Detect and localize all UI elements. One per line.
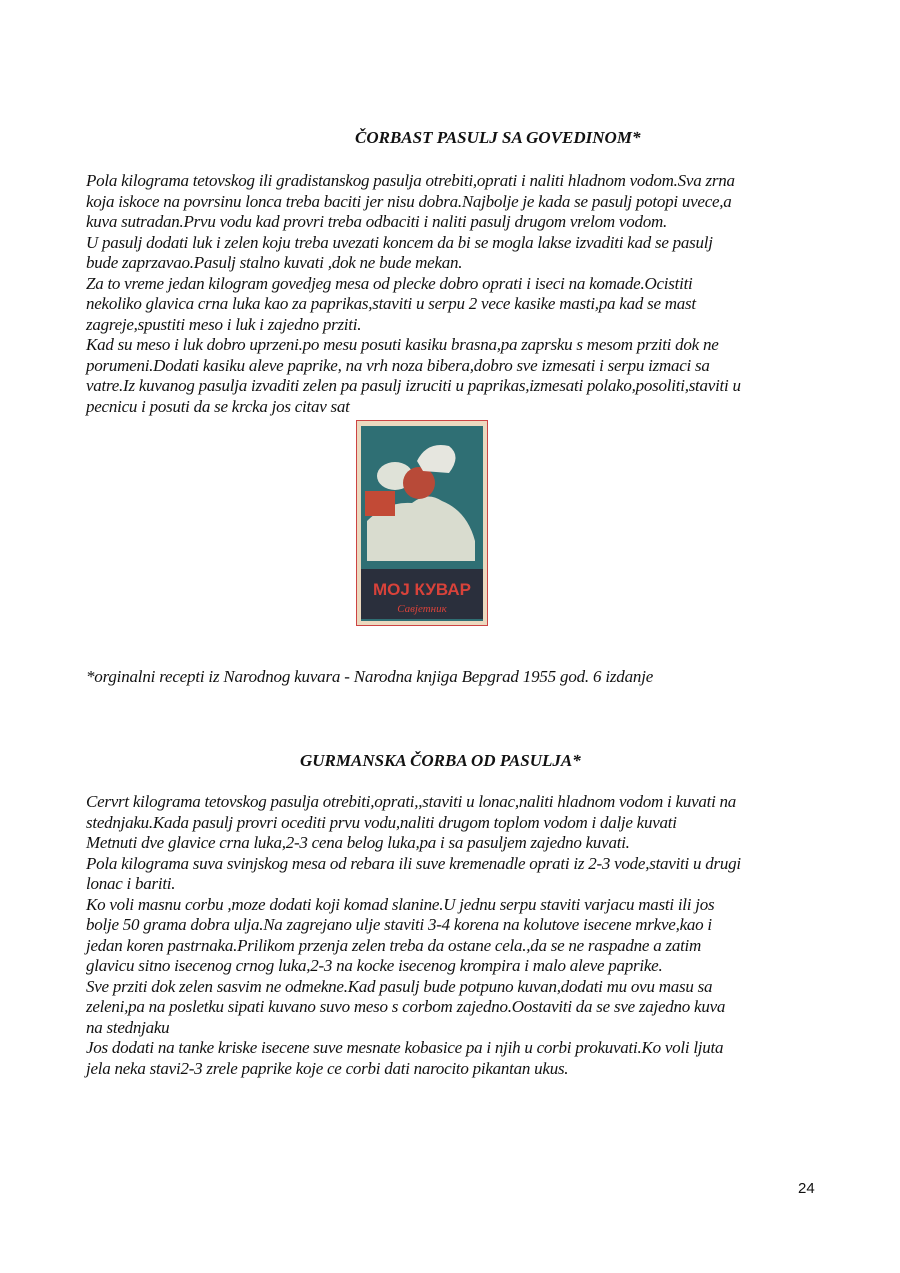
- text-line: vatre.Iz kuvanog pasulja izvaditi zelen pa pasulj izruciti u paprikas,izmesati polako,posoliti,staviti u: [86, 376, 741, 395]
- recipe-1-body: [86, 171, 741, 417]
- text-line: U pasulj dodati luk i zelen koju treba uvezati koncem da bi se mogla lakse izvaditi kad se pasulj: [86, 232, 713, 252]
- text-line: bolje 50 grama dobra ulja.Na zagrejano ulje staviti 3-4 korena na kolutove isecene mrkve,kao i: [86, 915, 712, 934]
- footnote: *orginalni recepti iz Narodnog kuvara - Narodna knjiga Bepgrad 1955 god. 6 izdanje: [86, 667, 654, 686]
- text-line: stednjaku.Kada pasulj provri ocediti prvu vodu,naliti drugom toplom vodom i dalje kuvati: [86, 812, 677, 832]
- text-line: Ko voli masnu corbu ,moze dodati koji komad slanine.U jednu serpu staviti varjacu masti ili jos: [86, 894, 715, 914]
- text-line: nekoliko glavica crna luka kao za paprikas,staviti u serpu 2 vece kasike masti,pa kad se mast: [86, 294, 696, 313]
- text-line: Pola kilograma suva svinjskog mesa od rebara ili suve kremenadle oprati iz 2-3 vode,staviti u drugi: [86, 853, 741, 873]
- text-line: Pola kilograma tetovskog ili gradistanskog pasulja otrebiti,oprati i naliti hladnom vodom.Sva zrna: [86, 171, 735, 190]
- recipe-1-title: ČORBAST PASULJ SA GOVEDINOM*: [355, 128, 641, 147]
- text-line: zeleni,pa na posletku sipati kuvano suvo meso s corbom zajedno.Oostaviti da se sve zajedno kuva: [86, 997, 726, 1016]
- text-line: jela neka stavi2-3 zrele paprike koje ce corbi dati narocito pikantan ukus.: [86, 1058, 569, 1078]
- text-line: zagreje,spustiti meso i luk i zajedno prziti.: [86, 314, 362, 334]
- text-line: Cervrt kilograma tetovskog pasulja otrebiti,oprati,,staviti u lonac,naliti hladnom vodom i kuvati na: [86, 792, 737, 811]
- text-line: kuva sutradan.Prvu vodu kad provri treba odbaciti i naliti pasulj drugom vrelom vodom.: [86, 212, 667, 231]
- text-line: Za to vreme jedan kilogram govedjeg mesa od plecke dobro oprati i iseci na komade.Ocistiti: [86, 273, 693, 293]
- cover-subtitle: Савјетник: [397, 603, 447, 615]
- text-line: bude zaprzavao.Pasulj stalno kuvati ,dok ne bude mekan.: [86, 253, 463, 272]
- text-line: jedan koren pastrnaka.Prilikom przenja zelen treba da ostane cela.,da se ne raspadne a zatim: [86, 935, 702, 955]
- recipe-2-title: GURMANSKA ČORBA OD PASULJA*: [300, 751, 581, 770]
- cookbook-cover-image: [356, 420, 488, 626]
- text-line: koja iskoce na povrsinu lonca treba baciti jer nisu dobra.Najbolje je kada se pasulj potopi uvece,a: [86, 191, 732, 211]
- text-line: Metnuti dve glavice crna luka,2-3 cena belog luka,pa i sa pasuljem zajedno kuvati.: [86, 833, 630, 852]
- text-line: Jos dodati na tanke kriske isecene suve mesnate kobasice pa i njih u corbi prokuvati.Ko voli ljuta: [86, 1038, 724, 1057]
- page-number: 24: [798, 1180, 815, 1197]
- text-line: na stednjaku: [86, 1017, 170, 1037]
- recipe-2-body: [86, 792, 741, 1079]
- text-line: Sve prziti dok zelen sasvim ne odmekne.Kad pasulj bude potpuno kuvan,dodati mu ovu masu sa: [86, 976, 713, 996]
- text-line: porumeni.Dodati kasiku aleve paprike, na vrh noza bibera,dobro sve izmesati i serpu izmaci sa: [86, 355, 710, 375]
- text-line: pecnicu i posuti da se krcka jos citav sat: [86, 396, 350, 416]
- text-line: glavicu sitno isecenog crnog luka,2-3 na kocke isecenog krompira i malo aleve paprike.: [86, 956, 663, 975]
- cover-title: МОЈ КУВАР: [373, 580, 471, 599]
- text-line: Kad su meso i luk dobro uprzeni.po mesu posuti kasiku brasna,pa zaprsku s mesom prziti dok ne: [86, 335, 719, 354]
- text-line: lonac i bariti.: [86, 874, 176, 893]
